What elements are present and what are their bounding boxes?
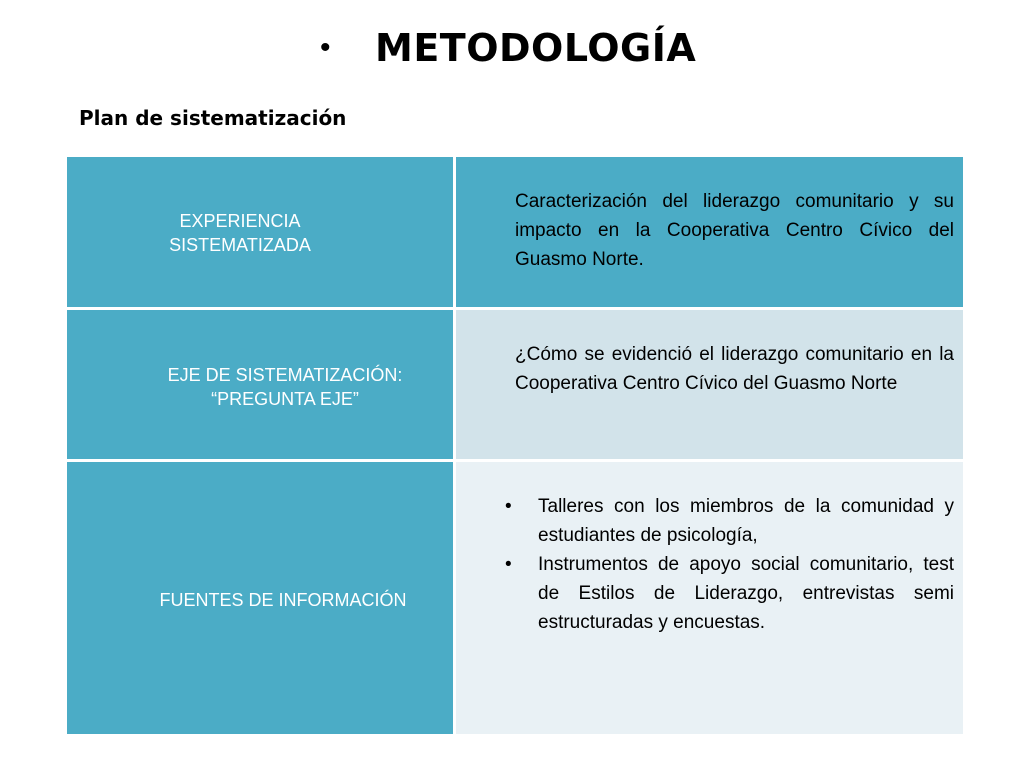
page-subtitle: Plan de sistematización xyxy=(79,106,347,130)
row-content-eje xyxy=(456,310,963,462)
row-label-line: EJE DE SISTEMATIZACIÓN: xyxy=(167,364,403,385)
row-label-fuentes xyxy=(67,462,456,734)
row-label-line: FUENTES DE INFORMACIÓN xyxy=(159,590,407,610)
methodology-table xyxy=(67,157,963,734)
sources-list xyxy=(505,492,954,637)
row-content-text: ¿Cómo se evidenció el liderazgo comunitario en la Cooperativa Centro Cívico del Guasmo Norte xyxy=(515,344,954,394)
title-bullet: • xyxy=(320,31,331,64)
row-label-eje xyxy=(67,310,456,462)
list-item-text: Instrumentos de apoyo social comunitario, test de Estilos de Liderazgo, entrevistas semi estructuradas y encuestas. xyxy=(538,554,954,633)
row-label-line: “PREGUNTA EJE” xyxy=(211,388,359,409)
bullet-marker: • xyxy=(505,554,512,575)
row-label-line: SISTEMATIZADA xyxy=(169,235,311,255)
row-content-fuentes xyxy=(456,462,963,734)
list-item-text: Talleres con los miembros de la comunidad y estudiantes de psicología, xyxy=(538,496,954,546)
page-title: METODOLOGÍA xyxy=(375,26,697,70)
row-content-text: Caracterización del liderazgo comunitario y su impacto en la Cooperativa Centro Cívico del Guasmo Norte. xyxy=(515,191,954,270)
row-label-experiencia xyxy=(67,157,456,310)
list-item xyxy=(505,492,954,550)
row-content-experiencia xyxy=(456,157,963,310)
title-row xyxy=(0,22,1024,78)
list-item xyxy=(505,550,954,637)
row-label-line: EXPERIENCIA xyxy=(179,211,301,231)
bullet-marker: • xyxy=(505,496,512,517)
